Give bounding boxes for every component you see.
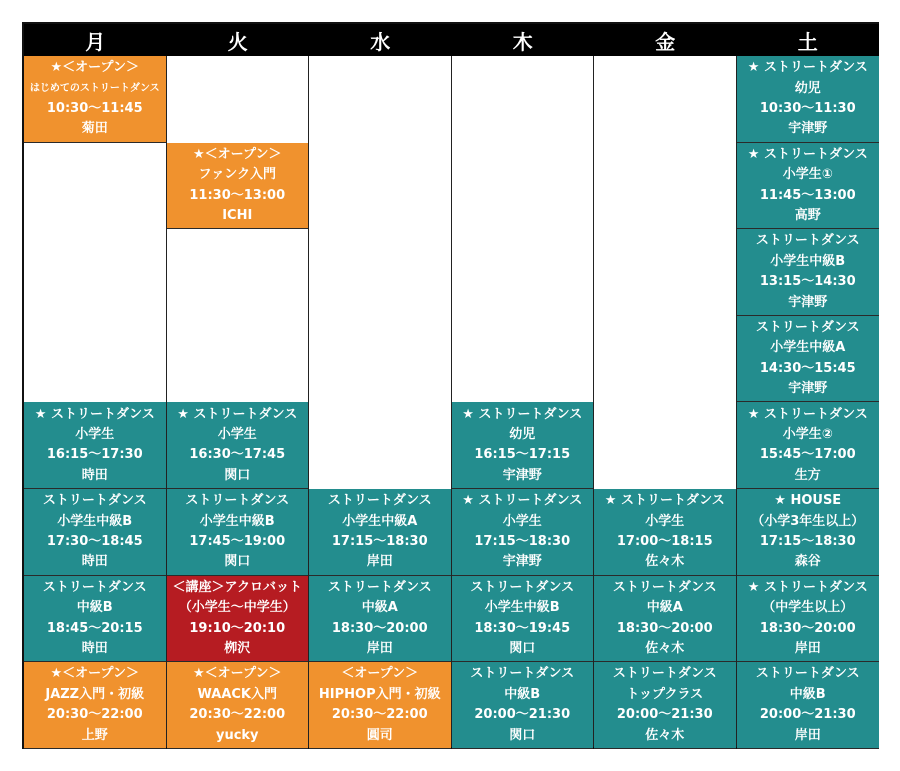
class-line-3: 岸田 xyxy=(794,640,821,656)
class-line-0: ★＜オープン＞ xyxy=(193,666,282,682)
class-cell xyxy=(452,576,594,663)
class-line-2: 20:30～22:00 xyxy=(331,707,428,723)
class-line-3: 宇津野 xyxy=(788,294,828,310)
class-line-1: ファンク入門 xyxy=(198,167,276,183)
class-line-2: 18:30～19:45 xyxy=(474,620,571,636)
class-line-1: 小学生② xyxy=(782,426,833,442)
class-line-0: ★ HOUSE xyxy=(774,493,842,509)
class-line-3: 森谷 xyxy=(794,554,821,570)
class-cell xyxy=(167,402,309,489)
class-cell xyxy=(737,56,880,143)
class-line-3: 生方 xyxy=(794,467,821,483)
class-line-0: ★＜オープン＞ xyxy=(50,666,139,682)
class-line-1: 小学生① xyxy=(782,167,833,183)
class-line-0: ★ ストリートダンス xyxy=(747,579,868,595)
class-line-0: ★ ストリートダンス xyxy=(34,406,155,422)
class-line-0: ストリートダンス xyxy=(42,493,147,509)
class-line-1: 中級B xyxy=(789,686,826,702)
class-line-3: 岸田 xyxy=(366,640,393,656)
class-line-0: ストリートダンス xyxy=(327,493,432,509)
class-line-3: 時田 xyxy=(81,640,108,656)
class-line-2: 17:15～18:30 xyxy=(331,533,428,549)
day-column-1 xyxy=(167,56,310,747)
class-line-3: 佐々木 xyxy=(645,554,685,570)
class-line-1: 中級B xyxy=(76,600,113,616)
class-line-1: 幼児 xyxy=(509,426,536,442)
class-line-1: 小学生 xyxy=(217,426,257,442)
class-cell xyxy=(737,402,880,489)
class-line-2: 17:45～19:00 xyxy=(189,533,286,549)
class-line-1: はじめてのストリートダンス xyxy=(29,82,160,94)
class-line-0: ストリートダンス xyxy=(470,579,575,595)
class-line-0: ストリートダンス xyxy=(755,666,860,682)
class-line-0: ★ ストリートダンス xyxy=(747,146,868,162)
class-line-3: yucky xyxy=(215,727,259,743)
class-line-0: ストリートダンス xyxy=(755,233,860,249)
class-line-3: 関口 xyxy=(509,727,536,743)
class-line-2: 15:45～17:00 xyxy=(759,447,856,463)
class-line-3: 宇津野 xyxy=(788,381,828,397)
class-cell xyxy=(737,143,880,230)
class-cell xyxy=(452,662,594,749)
class-cell xyxy=(167,576,309,663)
class-line-1: 小学生中級A xyxy=(770,340,846,356)
class-line-0: ★ ストリートダンス xyxy=(747,60,868,76)
class-line-0: ストリートダンス xyxy=(42,579,147,595)
class-line-2: 18:30～20:00 xyxy=(331,620,428,636)
class-cell xyxy=(24,402,166,489)
class-line-3: 佐々木 xyxy=(645,727,685,743)
class-line-1: 小学生 xyxy=(502,513,542,529)
class-line-2: 20:00～21:30 xyxy=(616,707,713,723)
class-cell xyxy=(737,316,880,403)
class-cell xyxy=(24,576,166,663)
class-line-2: 20:00～21:30 xyxy=(474,707,571,723)
class-line-1: 小学生中級A xyxy=(342,513,418,529)
day-header-5: 土 xyxy=(737,24,880,56)
class-line-3: 宇津野 xyxy=(788,121,828,137)
class-line-3: 宇津野 xyxy=(502,467,542,483)
class-line-2: 17:15～18:30 xyxy=(759,533,856,549)
class-line-3: 時田 xyxy=(81,467,108,483)
class-line-1: WAACK入門 xyxy=(197,686,277,702)
class-line-1: 小学生中級B xyxy=(57,513,133,529)
class-line-1: 小学生中級B xyxy=(199,513,275,529)
class-line-0: ＜講座＞アクロバット xyxy=(172,579,303,595)
class-cell xyxy=(737,662,880,749)
class-cell xyxy=(24,662,166,749)
class-cell xyxy=(737,576,880,663)
day-header-2: 水 xyxy=(309,24,452,56)
day-column-2 xyxy=(309,56,452,747)
class-line-0: ★＜オープン＞ xyxy=(193,146,282,162)
class-line-0: ★ ストリートダンス xyxy=(747,406,868,422)
day-header-1: 火 xyxy=(167,24,310,56)
timetable-grid xyxy=(22,22,879,749)
class-line-3: 上野 xyxy=(81,727,108,743)
class-line-2: 18:30～20:00 xyxy=(616,620,713,636)
class-line-3: 宇津野 xyxy=(502,554,542,570)
class-line-2: 17:00～18:15 xyxy=(616,533,713,549)
class-line-3: 菊田 xyxy=(81,121,108,137)
class-line-1: JAZZ入門・初級 xyxy=(45,686,145,702)
class-line-3: 関口 xyxy=(509,640,536,656)
class-line-2: 17:15～18:30 xyxy=(474,533,571,549)
day-column-4 xyxy=(594,56,737,747)
class-line-3: 岸田 xyxy=(366,554,393,570)
class-line-0: ★＜オープン＞ xyxy=(50,60,139,76)
class-line-1: 小学生 xyxy=(75,426,115,442)
class-line-1: （中学生以上） xyxy=(762,600,854,616)
class-cell xyxy=(167,662,309,749)
day-header-4: 金 xyxy=(594,24,737,56)
class-line-3: 栁沢 xyxy=(224,640,251,656)
day-header-0: 月 xyxy=(24,24,167,56)
class-cell xyxy=(594,489,736,576)
class-line-0: ＜オープン＞ xyxy=(341,666,419,682)
class-cell xyxy=(737,229,880,316)
class-line-3: 関口 xyxy=(224,554,251,570)
class-line-2: 18:45～20:15 xyxy=(46,620,143,636)
class-line-1: （小学3年生以上） xyxy=(751,513,865,529)
class-cell xyxy=(452,402,594,489)
class-line-0: ストリートダンス xyxy=(470,666,575,682)
class-line-2: 11:45～13:00 xyxy=(759,187,856,203)
class-line-2: 20:30～22:00 xyxy=(189,707,286,723)
class-cell xyxy=(24,56,166,143)
class-line-0: ★ ストリートダンス xyxy=(462,493,583,509)
class-cell xyxy=(309,662,451,749)
class-cell xyxy=(24,489,166,576)
class-line-2: 16:30～17:45 xyxy=(189,447,286,463)
class-cell xyxy=(452,489,594,576)
class-cell xyxy=(167,143,309,230)
class-line-3: 関口 xyxy=(224,467,251,483)
class-line-1: 中級A xyxy=(361,600,398,616)
class-line-1: 小学生 xyxy=(645,513,685,529)
class-cell xyxy=(309,576,451,663)
class-line-2: 11:30～13:00 xyxy=(189,187,286,203)
class-line-1: 中級A xyxy=(646,600,683,616)
class-line-1: 中級B xyxy=(504,686,541,702)
class-line-3: 圓司 xyxy=(366,727,393,743)
class-line-2: 20:30～22:00 xyxy=(46,707,143,723)
class-line-2: 14:30～15:45 xyxy=(759,360,856,376)
class-line-1: 幼児 xyxy=(794,80,821,96)
class-line-1: 小学生中級B xyxy=(484,600,560,616)
class-line-0: ★ ストリートダンス xyxy=(462,406,583,422)
class-line-2: 17:30～18:45 xyxy=(46,533,143,549)
class-line-0: ★ ストリートダンス xyxy=(177,406,298,422)
class-line-0: ストリートダンス xyxy=(185,493,290,509)
class-line-3: 佐々木 xyxy=(645,640,685,656)
day-header-3: 木 xyxy=(452,24,595,56)
class-line-2: 13:15～14:30 xyxy=(759,274,856,290)
class-line-2: 10:30～11:30 xyxy=(759,100,856,116)
class-line-2: 10:30～11:45 xyxy=(46,100,143,116)
day-column-5 xyxy=(737,56,880,747)
class-cell xyxy=(737,489,880,576)
class-line-0: ストリートダンス xyxy=(612,666,717,682)
day-column-0 xyxy=(24,56,167,747)
class-cell xyxy=(594,662,736,749)
class-line-2: 19:10～20:10 xyxy=(189,620,286,636)
class-line-0: ストリートダンス xyxy=(327,579,432,595)
class-line-3: 高野 xyxy=(794,207,821,223)
class-line-1: 小学生中級B xyxy=(770,253,846,269)
class-line-0: ストリートダンス xyxy=(612,579,717,595)
class-line-3: ICHI xyxy=(222,207,253,223)
class-line-1: （小学生～中学生） xyxy=(178,600,296,616)
class-cell xyxy=(167,489,309,576)
class-line-2: 16:15～17:15 xyxy=(474,447,571,463)
class-line-2: 18:30～20:00 xyxy=(759,620,856,636)
class-line-3: 岸田 xyxy=(794,727,821,743)
class-line-2: 16:15～17:30 xyxy=(46,447,143,463)
day-column-3 xyxy=(452,56,595,747)
class-line-3: 時田 xyxy=(81,554,108,570)
class-line-1: トップクラス xyxy=(626,686,704,702)
class-line-0: ★ ストリートダンス xyxy=(604,493,725,509)
class-cell xyxy=(594,576,736,663)
class-line-2: 20:00～21:30 xyxy=(759,707,856,723)
class-line-1: HIPHOP入門・初級 xyxy=(318,686,441,702)
class-cell xyxy=(309,489,451,576)
class-line-0: ストリートダンス xyxy=(755,319,860,335)
